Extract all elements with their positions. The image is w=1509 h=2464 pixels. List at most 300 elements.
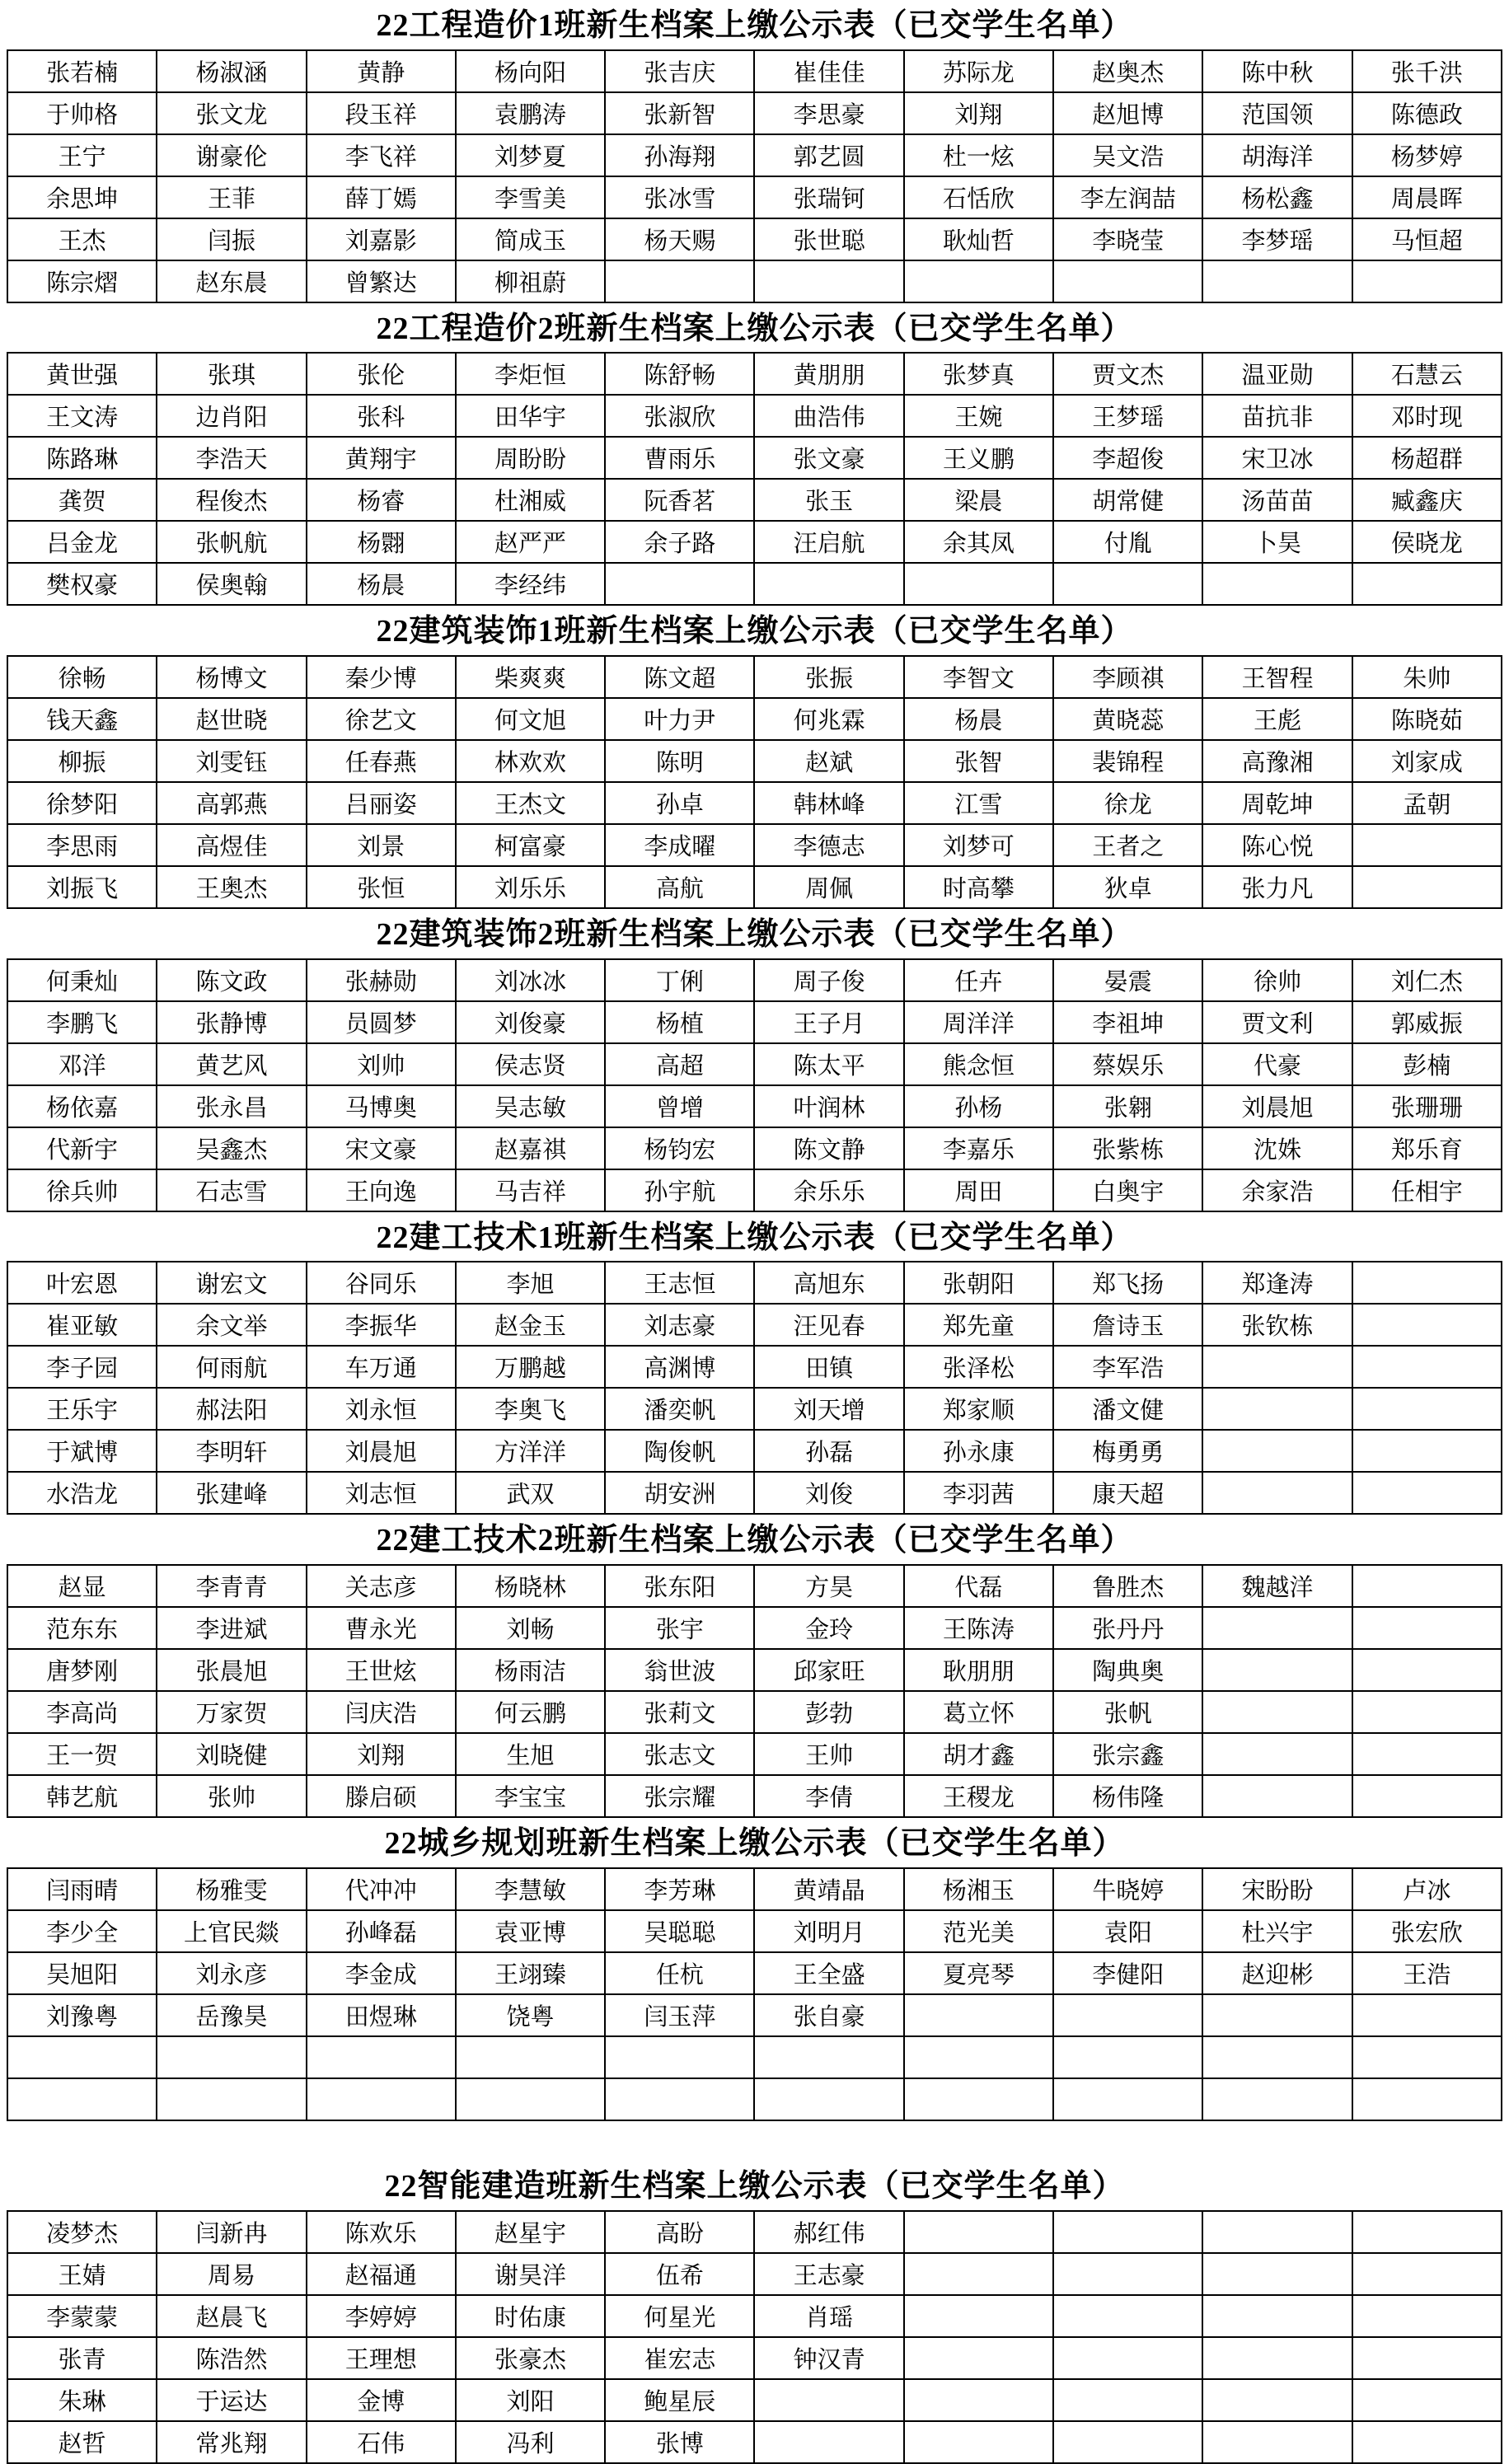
student-name-cell: 陈宗熠: [7, 260, 157, 302]
student-name-cell: 赵斌: [754, 740, 903, 782]
empty-cell: [1053, 2253, 1202, 2295]
table-row: [7, 1127, 1502, 1169]
student-name-cell: 方洋洋: [456, 1430, 605, 1472]
student-name-cell: 杨雨洁: [456, 1649, 605, 1691]
student-name-table: [7, 655, 1502, 909]
empty-cell: [7, 2036, 157, 2078]
student-name-cell: 张淑欣: [605, 395, 754, 437]
student-name-cell: 段玉祥: [307, 92, 456, 134]
student-name-cell: 周洋洋: [904, 1001, 1053, 1043]
student-name-cell: 张文豪: [754, 437, 903, 479]
student-name-cell: 孙永康: [904, 1430, 1053, 1472]
student-name-cell: 张琪: [157, 353, 306, 395]
student-name-cell: 胡海洋: [1202, 134, 1352, 176]
table-row: [7, 1691, 1502, 1733]
student-name-cell: 王义鹏: [904, 437, 1053, 479]
student-name-cell: 徐龙: [1053, 782, 1202, 824]
student-name-cell: 李超俊: [1053, 437, 1202, 479]
student-name-cell: 王杰文: [456, 782, 605, 824]
table-row: [7, 1430, 1502, 1472]
student-name-cell: 李左润喆: [1053, 176, 1202, 218]
student-name-cell: 韩艺航: [7, 1775, 157, 1817]
section-title: 22建筑装饰1班新生档案上缴公示表（已交学生名单）: [376, 614, 1133, 649]
student-name-cell: 赵晨飞: [157, 2295, 306, 2337]
student-name-cell: 张宗鑫: [1053, 1733, 1202, 1775]
student-name-cell: 李思雨: [7, 824, 157, 866]
student-name-cell: 黄艺风: [157, 1043, 306, 1085]
student-name-cell: 王理想: [307, 2337, 456, 2379]
section-title: 22城乡规划班新生档案上缴公示表（已交学生名单）: [384, 1826, 1125, 1862]
student-name-cell: 李健阳: [1053, 1952, 1202, 1994]
student-name-cell: 彭楠: [1352, 1043, 1502, 1085]
student-name-cell: 张静博: [157, 1001, 306, 1043]
student-name-cell: 任相宇: [1352, 1169, 1502, 1211]
student-name-cell: 陈太平: [754, 1043, 903, 1085]
student-name-cell: 侯奥翰: [157, 563, 306, 605]
table-row: [7, 2211, 1502, 2253]
empty-cell: [1202, 2337, 1352, 2379]
student-name-cell: 温亚勋: [1202, 353, 1352, 395]
student-name-cell: 陈文超: [605, 656, 754, 698]
table-row: [7, 2253, 1502, 2295]
empty-cell: [904, 260, 1053, 302]
student-name-cell: 吴文浩: [1053, 134, 1202, 176]
student-name-cell: 徐畅: [7, 656, 157, 698]
student-name-cell: 崔宏志: [605, 2337, 754, 2379]
empty-cell: [605, 2036, 754, 2078]
student-name-cell: 王一贺: [7, 1733, 157, 1775]
student-name-cell: 于斌博: [7, 1430, 157, 1472]
student-name-cell: 王陈涛: [904, 1607, 1053, 1649]
empty-cell: [1053, 2211, 1202, 2253]
student-name-cell: 王宁: [7, 134, 157, 176]
student-name-cell: 郑家顺: [904, 1388, 1053, 1430]
table-row: [7, 1565, 1502, 1607]
student-name-cell: 王菲: [157, 176, 306, 218]
student-name-cell: 林欢欢: [456, 740, 605, 782]
empty-cell: [1352, 1994, 1502, 2036]
empty-cell: [1202, 1994, 1352, 2036]
student-name-cell: 孙宇航: [605, 1169, 754, 1211]
empty-cell: [1352, 824, 1502, 866]
student-name-cell: 孙杨: [904, 1085, 1053, 1127]
student-name-cell: 滕启硕: [307, 1775, 456, 1817]
student-name-cell: 王彪: [1202, 698, 1352, 740]
student-name-cell: 刘翔: [307, 1733, 456, 1775]
student-name-cell: 邓洋: [7, 1043, 157, 1085]
empty-cell: [904, 2036, 1053, 2078]
student-name-cell: 耿灿哲: [904, 218, 1053, 260]
student-name-cell: 高航: [605, 866, 754, 908]
table-row: [7, 218, 1502, 260]
empty-cell: [1053, 1994, 1202, 2036]
student-name-cell: 叶力尹: [605, 698, 754, 740]
table-row: [7, 134, 1502, 176]
empty-cell: [1202, 2036, 1352, 2078]
empty-cell: [1352, 1472, 1502, 1514]
empty-cell: [157, 2078, 306, 2120]
student-name-cell: 岳豫昊: [157, 1994, 306, 2036]
student-name-cell: 余子路: [605, 521, 754, 563]
table-row: [7, 698, 1502, 740]
student-name-cell: 何雨航: [157, 1346, 306, 1388]
student-name-cell: 万家贺: [157, 1691, 306, 1733]
student-name-cell: 周易: [157, 2253, 306, 2295]
table-row: [7, 866, 1502, 908]
student-name-cell: 田华宇: [456, 395, 605, 437]
student-name-cell: 金玲: [754, 1607, 903, 1649]
student-name-cell: 康天超: [1053, 1472, 1202, 1514]
table-row: [7, 1304, 1502, 1346]
empty-cell: [1202, 2253, 1352, 2295]
student-name-cell: 陶俊帆: [605, 1430, 754, 1472]
student-name-cell: 郑飞扬: [1053, 1262, 1202, 1304]
student-name-cell: 金博: [307, 2379, 456, 2421]
student-name-cell: 饶粤: [456, 1994, 605, 2036]
student-name-cell: 程俊杰: [157, 479, 306, 521]
student-name-cell: 郭威振: [1352, 1001, 1502, 1043]
empty-cell: [1202, 1430, 1352, 1472]
student-name-cell: 夏亮琴: [904, 1952, 1053, 1994]
table-row: [7, 437, 1502, 479]
student-name-cell: 陈路琳: [7, 437, 157, 479]
student-name-cell: 徐兵帅: [7, 1169, 157, 1211]
student-name-cell: 刘俊: [754, 1472, 903, 1514]
student-name-cell: 王浩: [1352, 1952, 1502, 1994]
class-section-4: [0, 909, 1509, 1212]
student-name-cell: 黄世强: [7, 353, 157, 395]
student-name-cell: 刘仁杰: [1352, 959, 1502, 1001]
student-name-cell: 谢豪伦: [157, 134, 306, 176]
student-name-cell: 张东阳: [605, 1565, 754, 1607]
table-row: [7, 1262, 1502, 1304]
student-name-cell: 曾增: [605, 1085, 754, 1127]
student-name-cell: 葛立怀: [904, 1691, 1053, 1733]
student-name-cell: 田煜琳: [307, 1994, 456, 2036]
student-name-cell: 杜湘威: [456, 479, 605, 521]
student-name-cell: 石伟: [307, 2421, 456, 2463]
student-name-cell: 刘晨旭: [1202, 1085, 1352, 1127]
student-name-cell: 柳振: [7, 740, 157, 782]
student-name-cell: 陈欢乐: [307, 2211, 456, 2253]
student-name-cell: 李金成: [307, 1952, 456, 1994]
empty-cell: [605, 563, 754, 605]
student-name-cell: 吴志敏: [456, 1085, 605, 1127]
student-name-table: [7, 352, 1502, 606]
student-name-cell: 张宇: [605, 1607, 754, 1649]
student-name-cell: 周佩: [754, 866, 903, 908]
empty-cell: [754, 2379, 903, 2421]
student-name-cell: 黄翔宇: [307, 437, 456, 479]
student-name-cell: 朱帅: [1352, 656, 1502, 698]
student-name-cell: 丁俐: [605, 959, 754, 1001]
student-name-cell: 孙峰磊: [307, 1910, 456, 1952]
student-name-cell: 张珊珊: [1352, 1085, 1502, 1127]
empty-cell: [456, 2036, 605, 2078]
table-row: [7, 1388, 1502, 1430]
empty-cell: [1053, 2379, 1202, 2421]
empty-cell: [1202, 2078, 1352, 2120]
student-name-cell: 李雪美: [456, 176, 605, 218]
student-name-cell: 徐帅: [1202, 959, 1352, 1001]
class-section-3: [0, 606, 1509, 909]
student-name-cell: 刘雯钰: [157, 740, 306, 782]
student-name-cell: 曹永光: [307, 1607, 456, 1649]
section-title: 22智能建造班新生档案上缴公示表（已交学生名单）: [384, 2168, 1125, 2204]
student-name-cell: 陈明: [605, 740, 754, 782]
student-name-cell: 边肖阳: [157, 395, 306, 437]
student-name-cell: 李嘉乐: [904, 1127, 1053, 1169]
student-name-cell: 李羽茜: [904, 1472, 1053, 1514]
student-name-cell: 时佑康: [456, 2295, 605, 2337]
class-section-6: [0, 1515, 1509, 1818]
student-name-cell: 杨梦婷: [1352, 134, 1502, 176]
student-name-cell: 张千洪: [1352, 50, 1502, 92]
student-name-cell: 翁世波: [605, 1649, 754, 1691]
student-name-cell: 李高尚: [7, 1691, 157, 1733]
student-name-cell: 张世聪: [754, 218, 903, 260]
student-name-cell: 王稷龙: [904, 1775, 1053, 1817]
empty-cell: [904, 2253, 1053, 2295]
student-name-cell: 高旭东: [754, 1262, 903, 1304]
student-name-cell: 詹诗玉: [1053, 1304, 1202, 1346]
student-name-cell: 于运达: [157, 2379, 306, 2421]
student-name-cell: 李蒙蒙: [7, 2295, 157, 2337]
student-name-cell: 李振华: [307, 1304, 456, 1346]
student-name-cell: 张新智: [605, 92, 754, 134]
student-name-table: [7, 2210, 1502, 2464]
table-row: [7, 176, 1502, 218]
student-name-cell: 刘永恒: [307, 1388, 456, 1430]
empty-cell: [1202, 563, 1352, 605]
empty-cell: [904, 2421, 1053, 2463]
student-name-cell: 杨天赐: [605, 218, 754, 260]
student-name-cell: 陈文静: [754, 1127, 903, 1169]
student-name-cell: 闫振: [157, 218, 306, 260]
student-name-cell: 刘明月: [754, 1910, 903, 1952]
student-name-cell: 张宏欣: [1352, 1910, 1502, 1952]
student-name-cell: 赵金玉: [456, 1304, 605, 1346]
student-name-cell: 何星光: [605, 2295, 754, 2337]
empty-cell: [1352, 2337, 1502, 2379]
student-name-cell: 王翊臻: [456, 1952, 605, 1994]
student-name-cell: 宋卫冰: [1202, 437, 1352, 479]
student-name-cell: 张吉庆: [605, 50, 754, 92]
student-name-cell: 刘永彦: [157, 1952, 306, 1994]
student-name-cell: 王世炫: [307, 1649, 456, 1691]
student-name-cell: 石慧云: [1352, 353, 1502, 395]
student-name-cell: 肖瑶: [754, 2295, 903, 2337]
student-name-cell: 郝红伟: [754, 2211, 903, 2253]
student-name-cell: 张瑞钶: [754, 176, 903, 218]
student-name-cell: 沈姝: [1202, 1127, 1352, 1169]
student-name-cell: 张建峰: [157, 1472, 306, 1514]
empty-cell: [1352, 1775, 1502, 1817]
student-name-cell: 杨湘玉: [904, 1868, 1053, 1910]
empty-cell: [1352, 1262, 1502, 1304]
student-name-cell: 崔亚敏: [7, 1304, 157, 1346]
student-name-cell: 宋文豪: [307, 1127, 456, 1169]
class-section-2: [0, 303, 1509, 607]
student-name-cell: 薛丁嫣: [307, 176, 456, 218]
student-name-cell: 曹雨乐: [605, 437, 754, 479]
empty-cell: [1352, 2379, 1502, 2421]
student-name-cell: 陈文政: [157, 959, 306, 1001]
student-name-cell: 龚贺: [7, 479, 157, 521]
empty-cell: [7, 2078, 157, 2120]
empty-cell: [1352, 1565, 1502, 1607]
student-name-cell: 黄静: [307, 50, 456, 92]
student-name-cell: 袁鹏涛: [456, 92, 605, 134]
student-name-cell: 代豪: [1202, 1043, 1352, 1085]
student-name-table: [7, 1261, 1502, 1515]
student-name-cell: 白奥宇: [1053, 1169, 1202, 1211]
empty-cell: [1202, 1775, 1352, 1817]
student-name-cell: 张自豪: [754, 1994, 903, 2036]
student-name-cell: 杨植: [605, 1001, 754, 1043]
student-name-cell: 王全盛: [754, 1952, 903, 1994]
empty-cell: [1202, 2379, 1352, 2421]
empty-cell: [754, 2036, 903, 2078]
empty-cell: [1053, 563, 1202, 605]
student-name-cell: 彭勃: [754, 1691, 903, 1733]
student-name-cell: 杨雅雯: [157, 1868, 306, 1910]
student-name-cell: 何文旭: [456, 698, 605, 740]
student-name-cell: 王文涛: [7, 395, 157, 437]
student-name-cell: 李智文: [904, 656, 1053, 698]
empty-cell: [1202, 2295, 1352, 2337]
student-name-cell: 凌梦杰: [7, 2211, 157, 2253]
student-name-cell: 周乾坤: [1202, 782, 1352, 824]
student-name-cell: 王乐宇: [7, 1388, 157, 1430]
student-name-cell: 孙磊: [754, 1430, 903, 1472]
student-name-cell: 杜兴宇: [1202, 1910, 1352, 1952]
student-name-cell: 李青青: [157, 1565, 306, 1607]
student-name-cell: 张豪杰: [456, 2337, 605, 2379]
empty-cell: [1053, 2295, 1202, 2337]
student-name-cell: 刘嘉影: [307, 218, 456, 260]
student-name-cell: 潘文健: [1053, 1388, 1202, 1430]
student-name-cell: 关志彦: [307, 1565, 456, 1607]
student-name-cell: 袁阳: [1053, 1910, 1202, 1952]
student-name-cell: 于帅格: [7, 92, 157, 134]
student-name-cell: 范国领: [1202, 92, 1352, 134]
student-name-cell: 魏越洋: [1202, 1565, 1352, 1607]
student-name-cell: 邱家旺: [754, 1649, 903, 1691]
empty-cell: [1202, 1346, 1352, 1388]
student-name-cell: 刘志恒: [307, 1472, 456, 1514]
student-name-cell: 朱琳: [7, 2379, 157, 2421]
student-name-cell: 郑乐育: [1352, 1127, 1502, 1169]
student-name-cell: 徐艺文: [307, 698, 456, 740]
student-name-cell: 王婉: [904, 395, 1053, 437]
student-name-cell: 杜一炫: [904, 134, 1053, 176]
student-name-cell: 樊权豪: [7, 563, 157, 605]
student-name-cell: 张若楠: [7, 50, 157, 92]
student-name-cell: 胡常健: [1053, 479, 1202, 521]
student-name-table: [7, 958, 1502, 1212]
student-name-cell: 余乐乐: [754, 1169, 903, 1211]
student-name-cell: 赵世晓: [157, 698, 306, 740]
student-name-cell: 王志豪: [754, 2253, 903, 2295]
table-row: [7, 824, 1502, 866]
student-name-cell: 阮香茗: [605, 479, 754, 521]
student-name-cell: 马博奥: [307, 1085, 456, 1127]
empty-cell: [1352, 1607, 1502, 1649]
student-name-cell: 张玉: [754, 479, 903, 521]
student-name-cell: 赵旭博: [1053, 92, 1202, 134]
student-name-cell: 吴鑫杰: [157, 1127, 306, 1169]
student-name-cell: 常兆翔: [157, 2421, 306, 2463]
student-name-cell: 范光美: [904, 1910, 1053, 1952]
student-name-cell: 卢冰: [1352, 1868, 1502, 1910]
student-name-cell: 黄晓蕊: [1053, 698, 1202, 740]
student-name-cell: 吕丽姿: [307, 782, 456, 824]
student-name-cell: 吴聪聪: [605, 1910, 754, 1952]
student-name-cell: 贾文杰: [1053, 353, 1202, 395]
table-row: [7, 2337, 1502, 2379]
student-name-cell: 张科: [307, 395, 456, 437]
student-name-cell: 胡才鑫: [904, 1733, 1053, 1775]
table-row: [7, 782, 1502, 824]
student-name-cell: 余文举: [157, 1304, 306, 1346]
student-name-cell: 闫玉萍: [605, 1994, 754, 2036]
student-name-cell: 孙海翔: [605, 134, 754, 176]
table-row: [7, 479, 1502, 521]
empty-cell: [1352, 2253, 1502, 2295]
student-name-cell: 潘奕帆: [605, 1388, 754, 1430]
student-name-cell: 吴旭阳: [7, 1952, 157, 1994]
student-name-cell: 张帆: [1053, 1691, 1202, 1733]
empty-cell: [1202, 2421, 1352, 2463]
student-name-cell: 曾繁达: [307, 260, 456, 302]
student-name-cell: 陶典奥: [1053, 1649, 1202, 1691]
student-name-cell: 刘景: [307, 824, 456, 866]
student-name-cell: 杨晓林: [456, 1565, 605, 1607]
student-name-cell: 李芳琳: [605, 1868, 754, 1910]
student-name-cell: 侯志贤: [456, 1043, 605, 1085]
student-name-cell: 刘阳: [456, 2379, 605, 2421]
student-name-cell: 孟朝: [1352, 782, 1502, 824]
student-name-cell: 柳祖蔚: [456, 260, 605, 302]
empty-cell: [754, 2078, 903, 2120]
student-name-cell: 谷同乐: [307, 1262, 456, 1304]
student-name-cell: 李梦瑶: [1202, 218, 1352, 260]
student-name-cell: 韩林峰: [754, 782, 903, 824]
student-name-cell: 张晨旭: [157, 1649, 306, 1691]
table-row: [7, 260, 1502, 302]
table-row: [7, 2379, 1502, 2421]
table-row: [7, 50, 1502, 92]
section-title: 22工程造价1班新生档案上缴公示表（已交学生名单）: [376, 8, 1133, 43]
empty-cell: [456, 2078, 605, 2120]
student-name-cell: 陈浩然: [157, 2337, 306, 2379]
student-name-cell: 崔佳佳: [754, 50, 903, 92]
empty-cell: [1202, 260, 1352, 302]
empty-cell: [307, 2078, 456, 2120]
student-name-cell: 卜昊: [1202, 521, 1352, 563]
student-name-cell: 王帅: [754, 1733, 903, 1775]
student-name-cell: 杨睿: [307, 479, 456, 521]
student-name-cell: 张冰雪: [605, 176, 754, 218]
student-name-cell: 张泽松: [904, 1346, 1053, 1388]
student-name-cell: 李军浩: [1053, 1346, 1202, 1388]
student-name-cell: 陈德政: [1352, 92, 1502, 134]
student-name-cell: 代磊: [904, 1565, 1053, 1607]
student-name-cell: 王奥杰: [157, 866, 306, 908]
student-name-cell: 王智程: [1202, 656, 1352, 698]
student-name-cell: 贾文利: [1202, 1001, 1352, 1043]
